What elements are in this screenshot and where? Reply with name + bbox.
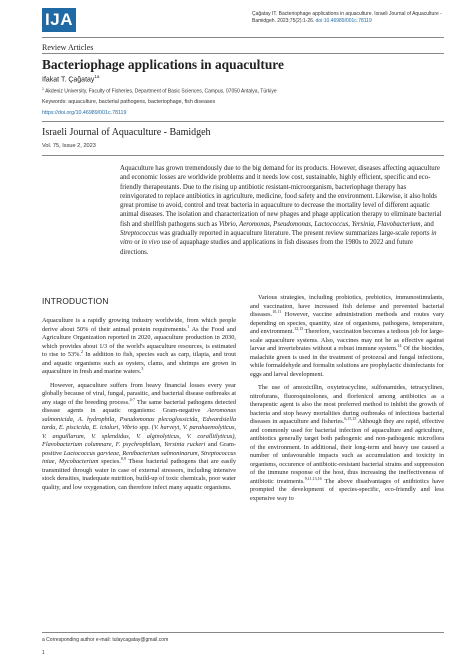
page-number: 1 [42, 650, 45, 656]
body-column-right [250, 294, 444, 503]
citation-header [252, 11, 452, 25]
journal-logo: IJA [42, 8, 76, 32]
corresponding-author-note [42, 637, 168, 643]
doi-link[interactable]: https://doi.org/10.46989/001c.78119 [42, 110, 127, 116]
paragraph: The use of amoxicillin, oxytetracycline, sulfonamides, tetracyclines, nitrofurans, fluoroquinolones, and florfenicol among antibiotics as a therapeutic agent is also the most preferred method to inhibit the growth of bacteria and stop heavy mortalities during outbreaks of infectious bacterial diseases in aquaculture and fisheries.$^{6,15,15}$ Although they are rapid, effective and commonly used for bacterial infection of aquaculture and agriculture, antibiotics generally target both pathogenic and non-pathogenic microflora of the environment. In additional, their long-term and heavy use caused a number of unfavourable impacts such as accumulation and toxicity in organisms, occurence of antibiotic-resistant bacterial strains and suppression of the immune response of the host, thus increasing the ineffectiveness of antibiotic treatments.$^{9,11,13,16}$ The above disadvantages of antibiotics have prompted the development of species-specific, eco-friendly and less expensive way to [250, 384, 444, 502]
paragraph: Various strategies, including probiotics, prebiotics, immunostimulants, and vaccination, have increased fish defense and prevented bacterial diseases.$^{10,11}$ However, vaccine administration methods and routes vary depending on species, quantity, size of organisms, pathogens, temperature, and environment.$^{12,13}$ Therefore, vaccination becomes a tedious job for large-scale aquaculture systems. Also, vaccines may not be as effective against larvae and invertebrates without a robust immune system.$^{14}$ Of the biocides, malachite green is used in the treatment of protozoal and fungal infections, while formaldehyde and formalin solutions are prophylactic disinfectants for eggs and larval development. [250, 294, 444, 378]
article-title: Bacteriophage applications in aquaculture [42, 57, 284, 72]
paragraph: However, aquaculture suffers from heavy financial losses every year globally because of viral, fungal, parasitic, and bacterial disease outbreaks at any stage of the breeding process.$^{4-7}$ The same bacterial pathogens detected disease agents in aquatic organisms: Gram-negative Aeromonas salmonicida, A. hydrophila, Pseudomonas plecoglossicida, Edwardsiella tarda, E. piscicida, E. ictaluri, Vibrio spp. (V. harveyi, V. parahaemolyticus, V. anguillarum, V. splendidus, V. alginolyticus, V. coralliilyticus), Flavobacterium columnare, F. psychrophilum, Yersinia ruckeri and Gram-positive Lactococcus garvieae, Renibacterium salmoninarum, Streptococcus iniae, Mycobacterium species.$^{8,9}$ These bacterial pathogens that are easily transmitted through water in case of external stressors, including intensive stock densities, inadequate nutrition, build-up of toxic chemicals, poor water quality, and low oxygenation, can therefore infect many aquatic organisms. [42, 381, 237, 491]
affiliation-text: Akdeniz University, Faculty of Fisheries, Department of Basic Sciences, Campus, 07050 Antalya, Türkiye [45, 88, 277, 95]
volume-issue: Vol. 75, Issue 2, 2023 [42, 143, 96, 149]
type-rule [42, 53, 444, 54]
footnote-rule [42, 632, 444, 633]
volume-rule [42, 155, 444, 156]
keywords: Keywords: aquaculture, bacterial pathogens, bacteriophage, fish diseases [42, 99, 216, 105]
journal-name: Israeli Journal of Aquaculture - Bamidgeh [42, 127, 211, 138]
affiliation [42, 87, 277, 95]
author-name: Ifakat T. Çağatay [42, 76, 95, 84]
author-marks: 1a [94, 74, 100, 79]
article-type: Review Articles [42, 43, 94, 52]
citation-text: Çağatay IT. Bacteriophage applications in aquaculture. Israeli Journal of Aquaculture - Bamidgeh. 2023;75(2):1-26. [252, 11, 442, 24]
affiliation-mark: 1 [42, 87, 44, 91]
footnote-mark: a [42, 637, 45, 643]
paragraph: Aquaculture is a rapidly growing industry worldwide, from which people derive about 50% of their animal protein requirements.$^1$ As the Food and Agriculture Organization reported in 2020, aquaculture production in 2030, which provides about 1/3 of the world's aquaculture resources, is estimated to rise to 53%.$^2$ In addition to fish, species such as carp, tilapia, and trout and aquatic organisms such as oysters, clams, and shrimps are grown in aquaculture in fresh and marine waters.$^3$ [42, 317, 237, 375]
footnote-text: Corresponding author e-mail: tulaycagatay@gmail.com [46, 637, 169, 643]
citation-doi-link[interactable]: doi:10.46989/001c.78119 [315, 18, 372, 24]
section-heading-introduction: INTRODUCTION [42, 296, 109, 306]
body-column-left [42, 317, 236, 492]
abstract: Aquaculture has grown tremendously due to the big demand for its products. However, diseases affecting aquaculture and economic losses are worldwide problems and it needs low cost, sustainable, highly efficient, specific and eco-friendly therapeutants. Due to the rising up antibiotic resistant-microorganism, bacteriophage therapy has reinvigorated to replace antibiotics in agriculture, medicine, food safety and the environment. Likewise, it also holds great promise to avoid, control and treat bacteria in aquaculture to decrease the mortality level of different aquatic animal diseases. The isolation and characterization of new phages and phage application therapy to eliminate bacterial fish and shellfish pathogens such as Vibrio, Aeromonas, Pseudomonas, Lactococcus, Yersinia, Flavobacterium, and Streptococcus was gradually reported in aquaculture literature. The present review summarizes large-scale reports in vitro or in vivo use of aquaphage studies and applications in fish diseases from the 1980s to 2022 and future directions. [120, 165, 442, 256]
doi-rule [42, 121, 444, 122]
author-line [42, 74, 99, 83]
header-rule [42, 37, 444, 38]
